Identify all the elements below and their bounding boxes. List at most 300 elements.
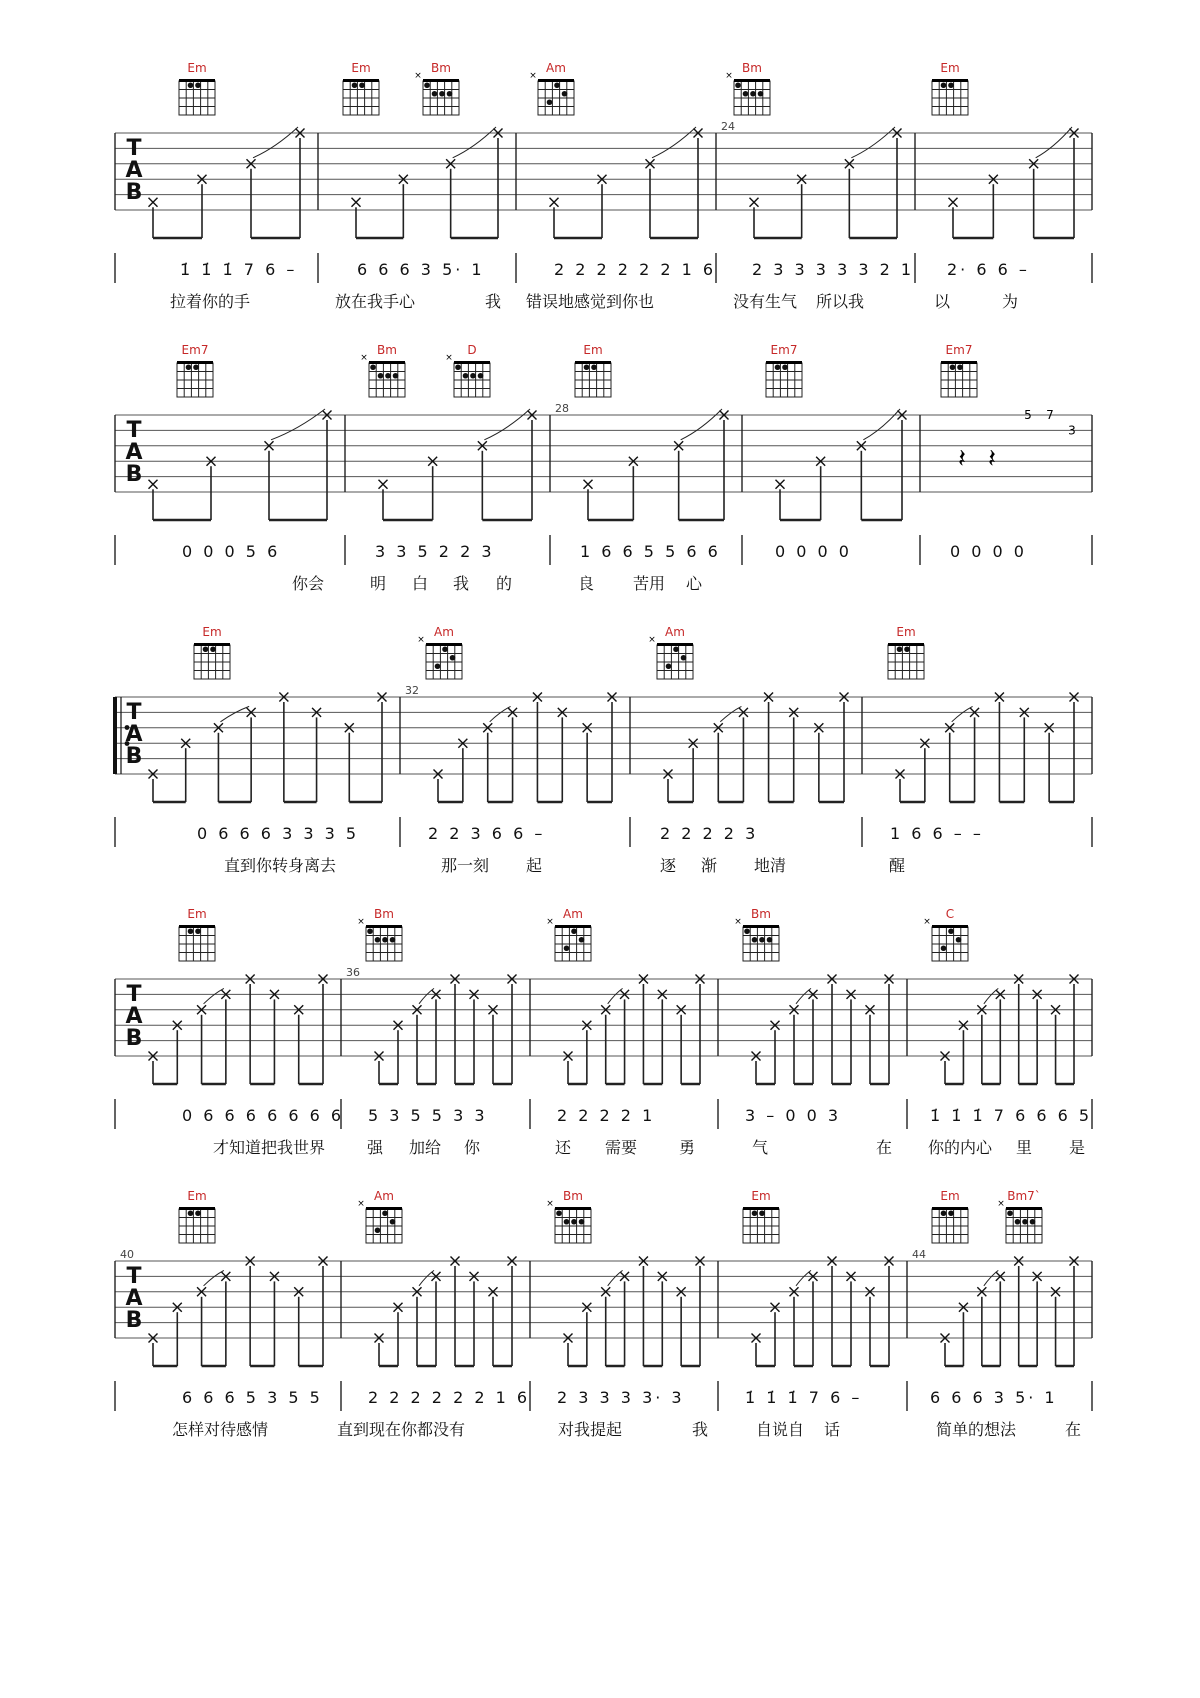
note-x bbox=[949, 198, 958, 207]
nut bbox=[366, 925, 402, 928]
tab-letter-t: T bbox=[126, 1264, 142, 1289]
nut bbox=[932, 925, 968, 928]
finger-dot bbox=[564, 945, 570, 951]
tie-arc bbox=[851, 127, 895, 158]
notation-measure: 0 6 6 6 6 6 6 6 bbox=[182, 1106, 345, 1125]
tab-letter-b: B bbox=[125, 1308, 143, 1333]
finger-dot bbox=[547, 99, 553, 105]
chord-diagram bbox=[360, 343, 405, 397]
finger-dot bbox=[554, 82, 560, 88]
chord-diagram bbox=[575, 343, 611, 397]
lyric-text: 你会 bbox=[291, 574, 325, 593]
lyric-text: 勇 bbox=[678, 1138, 696, 1157]
note-x bbox=[776, 480, 785, 489]
finger-dot bbox=[382, 1210, 388, 1216]
fret-number: 7 bbox=[1046, 408, 1054, 422]
lyric-text: 话 bbox=[823, 1420, 841, 1439]
system-2 bbox=[115, 343, 1092, 593]
tie-arc bbox=[1036, 127, 1072, 158]
notation-measure: 0 6 6 6 3 3 3 5 bbox=[197, 824, 360, 843]
mute-mark: × bbox=[357, 917, 365, 927]
chord-name: Am bbox=[434, 625, 454, 639]
tie-arc bbox=[220, 706, 249, 721]
chord-diagram bbox=[734, 907, 779, 961]
measure-number: 36 bbox=[346, 966, 360, 979]
chord-diagram bbox=[546, 907, 591, 961]
notation-measure: 2 2 3 6 6 – bbox=[428, 824, 546, 843]
notation-measure: 3 – 0 0 3 bbox=[745, 1106, 842, 1125]
tab-letter-a: A bbox=[125, 722, 143, 747]
finger-dot bbox=[759, 937, 765, 943]
nut bbox=[454, 361, 490, 364]
notation-measure: 1̇ 1̇ 1̇ 7 6 – bbox=[745, 1388, 863, 1407]
finger-dot bbox=[382, 937, 388, 943]
tab-staff bbox=[115, 697, 1092, 774]
finger-dot bbox=[463, 373, 469, 379]
chord-name: Em bbox=[751, 1189, 771, 1203]
numbered-notation-row bbox=[115, 1381, 1092, 1411]
tie-arc bbox=[984, 1270, 998, 1285]
chord-diagram bbox=[179, 907, 215, 961]
finger-dot bbox=[950, 364, 956, 370]
chord-name: Am bbox=[546, 61, 566, 75]
tie-arc bbox=[720, 706, 741, 721]
nut bbox=[538, 79, 574, 82]
tie-arc bbox=[608, 1270, 623, 1285]
tie-arc bbox=[204, 988, 224, 1003]
finger-dot bbox=[1022, 1219, 1028, 1225]
tie-arc bbox=[204, 1270, 224, 1285]
lyric-text: 简单的想法 bbox=[935, 1420, 1017, 1439]
chord-diagram bbox=[923, 907, 968, 961]
lyric-text: 心 bbox=[685, 574, 703, 593]
lyric-text: 强 bbox=[366, 1138, 384, 1157]
lyric-text: 你 bbox=[463, 1138, 481, 1157]
chord-diagram bbox=[546, 1189, 591, 1243]
lyric-text: 直到现在你都没有 bbox=[336, 1420, 466, 1439]
finger-dot bbox=[352, 82, 358, 88]
finger-dot bbox=[367, 928, 373, 934]
lyric-text: 为 bbox=[1001, 292, 1019, 311]
tab-letter-a: A bbox=[125, 440, 143, 465]
fret-number: 3 bbox=[1068, 423, 1076, 438]
note-x bbox=[379, 480, 388, 489]
chord-name: Bm bbox=[751, 907, 771, 921]
finger-dot bbox=[948, 1210, 954, 1216]
nut bbox=[366, 1207, 402, 1210]
chord-name: Em bbox=[896, 625, 916, 639]
finger-dot bbox=[188, 82, 194, 88]
lyric-text: 里 bbox=[1015, 1138, 1033, 1157]
finger-dot bbox=[359, 82, 365, 88]
finger-dot bbox=[571, 1219, 577, 1225]
finger-dot bbox=[450, 655, 456, 661]
nut bbox=[555, 1207, 591, 1210]
tab-staff bbox=[115, 415, 1092, 492]
finger-dot bbox=[673, 646, 679, 652]
finger-dot bbox=[203, 646, 209, 652]
chord-diagram bbox=[177, 343, 213, 397]
finger-dot bbox=[195, 928, 201, 934]
tie-arc bbox=[419, 988, 434, 1003]
finger-dot bbox=[1030, 1219, 1036, 1225]
finger-dot bbox=[775, 364, 781, 370]
tie-arc bbox=[271, 409, 325, 440]
mute-mark: × bbox=[529, 71, 537, 81]
chord-name: Bm bbox=[377, 343, 397, 357]
mute-mark: × bbox=[725, 71, 733, 81]
numbered-notation-row bbox=[115, 817, 1092, 847]
tab-letter-t: T bbox=[126, 136, 142, 161]
note-x bbox=[149, 198, 158, 207]
note-x bbox=[584, 480, 593, 489]
lyric-text: 你的内心 bbox=[927, 1138, 993, 1157]
nut bbox=[369, 361, 405, 364]
system-4 bbox=[115, 907, 1092, 1157]
mute-mark: × bbox=[360, 353, 368, 363]
finger-dot bbox=[767, 937, 773, 943]
mute-mark: × bbox=[923, 917, 931, 927]
finger-dot bbox=[571, 928, 577, 934]
lyrics-row bbox=[170, 292, 1018, 311]
finger-dot bbox=[378, 373, 384, 379]
notation-measure: 2 2 2 2 2 2 1 6 bbox=[554, 260, 717, 279]
nut bbox=[657, 643, 693, 646]
finger-dot bbox=[752, 937, 758, 943]
nut bbox=[734, 79, 770, 82]
lyric-text: 苦用 bbox=[632, 574, 666, 593]
finger-dot bbox=[188, 1210, 194, 1216]
chord-diagram bbox=[743, 1189, 779, 1243]
finger-dot bbox=[759, 1210, 765, 1216]
finger-dot bbox=[1015, 1219, 1021, 1225]
finger-dot bbox=[210, 646, 216, 652]
chord-diagram bbox=[997, 1189, 1042, 1243]
lyric-text: 我 bbox=[452, 574, 470, 593]
finger-dot bbox=[470, 373, 476, 379]
finger-dot bbox=[897, 646, 903, 652]
chord-diagram bbox=[179, 61, 215, 115]
chord-diagram bbox=[766, 343, 802, 397]
nut bbox=[941, 361, 977, 364]
chord-name: Bm bbox=[431, 61, 451, 75]
lyrics-row bbox=[292, 574, 703, 593]
tie-arc bbox=[453, 127, 496, 158]
nut bbox=[194, 643, 230, 646]
tie-arc bbox=[419, 1270, 434, 1285]
lyric-text: 我 bbox=[484, 292, 502, 311]
tab-letter-a: A bbox=[125, 158, 143, 183]
tie-arc bbox=[490, 706, 511, 721]
chord-name: Em bbox=[351, 61, 371, 75]
lyrics-row bbox=[213, 1138, 1085, 1157]
finger-dot bbox=[556, 1210, 562, 1216]
finger-dot bbox=[375, 1227, 381, 1233]
notation-measure: 2 3 3 3 3· 3 bbox=[557, 1388, 685, 1407]
chord-diagram bbox=[529, 61, 574, 115]
measure-number: 44 bbox=[912, 1248, 926, 1261]
note-x bbox=[149, 480, 158, 489]
lyric-text: 对我提起 bbox=[557, 1420, 623, 1439]
chord-name: Bm bbox=[742, 61, 762, 75]
chord-name: Em bbox=[187, 1189, 207, 1203]
lyric-text: 渐 bbox=[700, 856, 718, 875]
lyric-text: 放在我手心 bbox=[334, 292, 416, 311]
lyric-text: 自说自 bbox=[755, 1420, 805, 1439]
mute-mark: × bbox=[546, 917, 554, 927]
nut bbox=[555, 925, 591, 928]
nut bbox=[179, 925, 215, 928]
finger-dot bbox=[948, 928, 954, 934]
finger-dot bbox=[579, 1219, 585, 1225]
nut bbox=[179, 1207, 215, 1210]
finger-dot bbox=[455, 364, 461, 370]
notation-measure: 0 0 0 5 6 bbox=[182, 542, 281, 561]
chord-diagram bbox=[941, 343, 977, 397]
finger-dot bbox=[390, 1219, 396, 1225]
tab-staff bbox=[115, 1261, 1092, 1338]
lyric-text: 气 bbox=[751, 1138, 769, 1157]
lyric-text: 的 bbox=[495, 574, 513, 593]
notation-measure: 2 2 2 2 3 bbox=[660, 824, 759, 843]
finger-dot bbox=[591, 364, 597, 370]
nut bbox=[1006, 1207, 1042, 1210]
tab-letter-a: A bbox=[125, 1286, 143, 1311]
finger-dot bbox=[195, 82, 201, 88]
chord-name: Am bbox=[563, 907, 583, 921]
numbered-notation-row bbox=[115, 535, 1092, 565]
chord-name: Em bbox=[940, 61, 960, 75]
lyric-text: 我 bbox=[691, 1420, 709, 1439]
lyric-text: 在 bbox=[875, 1138, 893, 1157]
lyric-text: 地清 bbox=[753, 856, 787, 875]
tie-arc bbox=[863, 409, 900, 440]
system-3 bbox=[115, 625, 1092, 875]
finger-dot bbox=[478, 373, 484, 379]
chord-diagram bbox=[343, 61, 379, 115]
chord-name: Em bbox=[187, 61, 207, 75]
finger-dot bbox=[1007, 1210, 1013, 1216]
nut bbox=[932, 79, 968, 82]
lyric-text: 逐 bbox=[659, 856, 677, 875]
chord-diagram bbox=[179, 1189, 215, 1243]
lyric-text: 良 bbox=[577, 574, 595, 593]
lyric-text: 拉着你的手 bbox=[169, 292, 251, 311]
lyric-text: 明 bbox=[369, 574, 387, 593]
tie-arc bbox=[984, 988, 998, 1003]
mute-mark: × bbox=[357, 1199, 365, 1209]
mute-mark: × bbox=[445, 353, 453, 363]
finger-dot bbox=[584, 364, 590, 370]
tab-staff bbox=[115, 133, 1092, 210]
chord-name: C bbox=[945, 907, 955, 921]
lyric-text: 才知道把我世界 bbox=[212, 1138, 326, 1157]
nut bbox=[575, 361, 611, 364]
chord-name: Em7 bbox=[181, 343, 209, 357]
chord-diagram bbox=[888, 625, 924, 679]
tie-arc bbox=[681, 409, 722, 440]
chord-diagram bbox=[357, 1189, 402, 1243]
rest-mark: 𝄽 bbox=[958, 444, 966, 475]
tie-arc bbox=[652, 127, 696, 158]
finger-dot bbox=[782, 364, 788, 370]
finger-dot bbox=[375, 937, 381, 943]
finger-dot bbox=[385, 373, 391, 379]
tie-arc bbox=[608, 988, 623, 1003]
system-5 bbox=[115, 1189, 1092, 1439]
tie-arc bbox=[952, 706, 973, 721]
measure-number: 40 bbox=[120, 1248, 134, 1261]
finger-dot bbox=[904, 646, 910, 652]
finger-dot bbox=[744, 928, 750, 934]
finger-dot bbox=[370, 364, 376, 370]
finger-dot bbox=[579, 937, 585, 943]
nut bbox=[743, 1207, 779, 1210]
lyric-text: 需要 bbox=[604, 1138, 638, 1157]
chord-diagram bbox=[932, 61, 968, 115]
finger-dot bbox=[752, 1210, 758, 1216]
chord-name: Bm7` bbox=[1007, 1189, 1041, 1203]
finger-dot bbox=[941, 945, 947, 951]
tab-letter-t: T bbox=[126, 700, 142, 725]
finger-dot bbox=[186, 364, 192, 370]
system-1 bbox=[115, 61, 1092, 311]
notation-measure: 2 2 2 2 1 bbox=[557, 1106, 656, 1125]
numbered-notation-row bbox=[115, 253, 1092, 283]
lyric-text: 直到你转身离去 bbox=[223, 856, 337, 875]
lyrics-row bbox=[172, 1420, 1081, 1439]
chord-name: Bm bbox=[563, 1189, 583, 1203]
finger-dot bbox=[195, 1210, 201, 1216]
numbered-notation-row bbox=[115, 1099, 1092, 1129]
finger-dot bbox=[193, 364, 199, 370]
finger-dot bbox=[941, 1210, 947, 1216]
nut bbox=[343, 79, 379, 82]
tab-letter-t: T bbox=[126, 418, 142, 443]
notation-measure: 5 3 5 5 3 3 bbox=[368, 1106, 488, 1125]
mute-mark: × bbox=[414, 71, 422, 81]
finger-dot bbox=[758, 91, 764, 97]
lyric-text: 那一刻 bbox=[440, 856, 490, 875]
notation-measure: 2· 6 6 – bbox=[947, 260, 1030, 279]
chord-diagram bbox=[417, 625, 462, 679]
nut bbox=[423, 79, 459, 82]
finger-dot bbox=[743, 91, 749, 97]
mute-mark: × bbox=[417, 635, 425, 645]
notation-measure: 2 3 3 3 3 3 2 1 bbox=[752, 260, 915, 279]
nut bbox=[426, 643, 462, 646]
mute-mark: × bbox=[546, 1199, 554, 1209]
finger-dot bbox=[442, 646, 448, 652]
notation-measure: 1̇ 1̇ 1̇ 7 6 6 6 5 bbox=[930, 1106, 1093, 1125]
finger-dot bbox=[957, 364, 963, 370]
tie-arc bbox=[796, 988, 811, 1003]
finger-dot bbox=[439, 91, 445, 97]
fret-number: 5 bbox=[1024, 408, 1032, 422]
tie-arc bbox=[796, 1270, 811, 1285]
finger-dot bbox=[735, 82, 741, 88]
chord-name: Am bbox=[665, 625, 685, 639]
tab-letter-b: B bbox=[125, 744, 143, 769]
mute-mark: × bbox=[997, 1199, 1005, 1209]
tab-staff bbox=[115, 979, 1092, 1056]
chord-diagram bbox=[932, 1189, 968, 1243]
tab-letter-t: T bbox=[126, 982, 142, 1007]
finger-dot bbox=[941, 82, 947, 88]
chord-diagram bbox=[357, 907, 402, 961]
chord-diagram bbox=[445, 343, 490, 397]
finger-dot bbox=[435, 663, 441, 669]
measure-number: 28 bbox=[555, 402, 569, 415]
lyric-text: 以 bbox=[933, 292, 951, 311]
lyric-text: 还 bbox=[554, 1138, 572, 1157]
finger-dot bbox=[564, 1219, 570, 1225]
finger-dot bbox=[750, 91, 756, 97]
lyric-text: 是 bbox=[1068, 1138, 1086, 1157]
notation-measure: 0 0 0 0 bbox=[950, 542, 1027, 561]
finger-dot bbox=[948, 82, 954, 88]
lyric-text: 加给 bbox=[408, 1138, 442, 1157]
rest-mark: 𝄽 bbox=[988, 444, 996, 475]
finger-dot bbox=[390, 937, 396, 943]
notation-measure: 1 6 6 – – bbox=[890, 824, 984, 843]
chord-name: Em bbox=[202, 625, 222, 639]
measure-number: 32 bbox=[405, 684, 419, 697]
finger-dot bbox=[956, 937, 962, 943]
nut bbox=[888, 643, 924, 646]
lyric-text: 错误地感觉到你也 bbox=[525, 292, 655, 311]
chord-name: D bbox=[467, 343, 477, 357]
notation-measure: 3 3 5 2 2 3 bbox=[375, 542, 495, 561]
lyric-text: 没有生气 bbox=[732, 292, 798, 311]
tab-letter-b: B bbox=[125, 462, 143, 487]
nut bbox=[177, 361, 213, 364]
lyric-text: 怎样对待感情 bbox=[171, 1420, 269, 1439]
nut bbox=[743, 925, 779, 928]
chord-diagram bbox=[725, 61, 770, 115]
lyric-text: 所以我 bbox=[815, 292, 865, 311]
lyric-text: 醒 bbox=[888, 856, 906, 875]
finger-dot bbox=[188, 928, 194, 934]
finger-dot bbox=[447, 91, 453, 97]
finger-dot bbox=[666, 663, 672, 669]
finger-dot bbox=[562, 91, 568, 97]
notation-measure: 0 0 0 0 bbox=[775, 542, 852, 561]
notation-measure: 6 6 6 3 5· 1 bbox=[930, 1388, 1058, 1407]
chord-name: Em7 bbox=[770, 343, 798, 357]
chord-name: Em bbox=[583, 343, 603, 357]
notation-measure: 1̇ 1̇ 1̇ 7 6 – bbox=[180, 260, 298, 279]
tie-arc bbox=[484, 409, 530, 440]
chord-diagram bbox=[194, 625, 230, 679]
measure-number: 24 bbox=[721, 120, 735, 133]
notation-measure: 6 6 6 5 3 5 5 bbox=[182, 1388, 323, 1407]
tab-letter-b: B bbox=[125, 180, 143, 205]
finger-dot bbox=[681, 655, 687, 661]
chord-name: Em bbox=[187, 907, 207, 921]
tab-letter-b: B bbox=[125, 1026, 143, 1051]
notation-measure: 1 6 6 5 5 6 6 bbox=[580, 542, 721, 561]
chord-diagram bbox=[648, 625, 693, 679]
notation-measure: 2 2 2 2 2 2 1 6 bbox=[368, 1388, 531, 1407]
chord-name: Am bbox=[374, 1189, 394, 1203]
lyric-text: 在 bbox=[1064, 1420, 1082, 1439]
finger-dot bbox=[424, 82, 430, 88]
notation-measure: 6 6 6 3 5· 1 bbox=[357, 260, 485, 279]
chord-name: Em7 bbox=[945, 343, 973, 357]
nut bbox=[932, 1207, 968, 1210]
lyric-text: 白 bbox=[411, 574, 429, 593]
